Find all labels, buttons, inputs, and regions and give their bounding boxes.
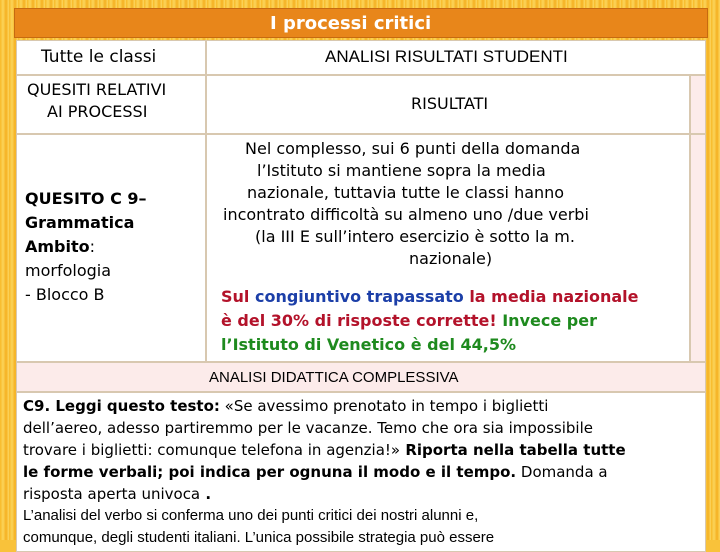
question-code: QUESITO C 9– — [25, 189, 147, 208]
row2-right-cell — [206, 134, 690, 362]
summary-line: nazionale) — [409, 249, 493, 268]
header-right-text: ANALISI RISULTATI STUDENTI — [325, 47, 568, 66]
row2-edge-cell — [690, 134, 706, 362]
analysis-line1: L’analisi del verbo si conferma uno dei punti critici dei nostri alunni e, — [23, 507, 479, 524]
question-text-quote-end: trovare i biglietti: comunque telefona in agenzia!» — [23, 441, 401, 459]
highlight-line2 — [221, 311, 597, 330]
question-text-instruction: Riporta nella tabella tutte — [400, 441, 626, 459]
header-left-text: Tutte le classi — [41, 47, 157, 67]
row1-edge-cell — [690, 75, 706, 134]
question-text-type: Domanda a — [516, 463, 608, 481]
highlight-tense: congiuntivo trapassato — [254, 287, 464, 306]
highlight-invece: Invece per — [496, 311, 597, 330]
question-text-type-cont: risposta aperta univoca — [23, 485, 201, 503]
highlight-national: la media nazionale — [463, 287, 639, 306]
question-text-instruction-cont: le forme verbali; poi indica per ognuna il modo e il tempo. — [23, 463, 517, 481]
row2-left-cell — [16, 134, 206, 362]
question-text-line4 — [23, 463, 608, 481]
question-block: - Blocco B — [25, 285, 105, 304]
highlight-sul: Sul — [221, 287, 255, 306]
row1-left-line2: AI PROCESSI — [47, 102, 148, 121]
row3-cell — [16, 362, 706, 392]
analysis-line2: comunque, degli studenti italiani. L’unica possibile strategia può essere — [23, 529, 495, 546]
summary-line: (la III E sull’intero esercizio è sotto la m. — [255, 227, 575, 246]
row4-cell — [16, 392, 706, 552]
highlight-line3: l’Istituto di Venetico è del 44,5% — [221, 335, 516, 354]
summary-line: incontrato difficoltà su almeno uno /due verbi — [223, 205, 589, 224]
highlight-line1 — [221, 287, 639, 306]
row1-left-cell — [16, 75, 206, 134]
question-text-quote: «Se avessimo prenotato in tempo i biglietti — [219, 397, 549, 415]
question-text-line3 — [23, 441, 626, 459]
question-ambito — [25, 237, 95, 256]
question-subject: Grammatica — [25, 213, 135, 232]
question-ambito-colon: : — [89, 237, 96, 256]
question-text-intro: C9. Leggi questo testo: — [23, 397, 220, 415]
header-left-cell — [16, 40, 206, 75]
summary-line: l’Istituto si mantiene sopra la media — [257, 161, 546, 180]
summary-line: nazionale, tuttavia tutte le classi hanno — [247, 183, 565, 202]
question-text-period: . — [200, 485, 212, 503]
question-text-line1 — [23, 397, 548, 415]
row1-left-line1: QUESITI RELATIVI — [27, 80, 167, 99]
question-ambito-label: Ambito — [25, 237, 90, 256]
page-title: I processi critici — [270, 13, 432, 34]
highlight-percent: è del 30% di risposte corrette! — [221, 311, 497, 330]
title-bar — [14, 8, 708, 38]
question-text-line5 — [23, 485, 211, 503]
row1-right-text: RISULTATI — [411, 94, 489, 113]
summary-line: Nel complesso, sui 6 punti della domanda — [245, 139, 581, 158]
question-topic: morfologia — [25, 261, 112, 280]
row1-right-cell — [206, 75, 690, 134]
question-text-line2: dell’aereo, adesso partiremmo per le vacanze. Temo che ora sia impossibile — [23, 419, 593, 437]
slide-table — [14, 8, 708, 548]
didactic-analysis-label: ANALISI DIDATTICA COMPLESSIVA — [209, 369, 459, 386]
header-right-cell — [206, 40, 706, 75]
